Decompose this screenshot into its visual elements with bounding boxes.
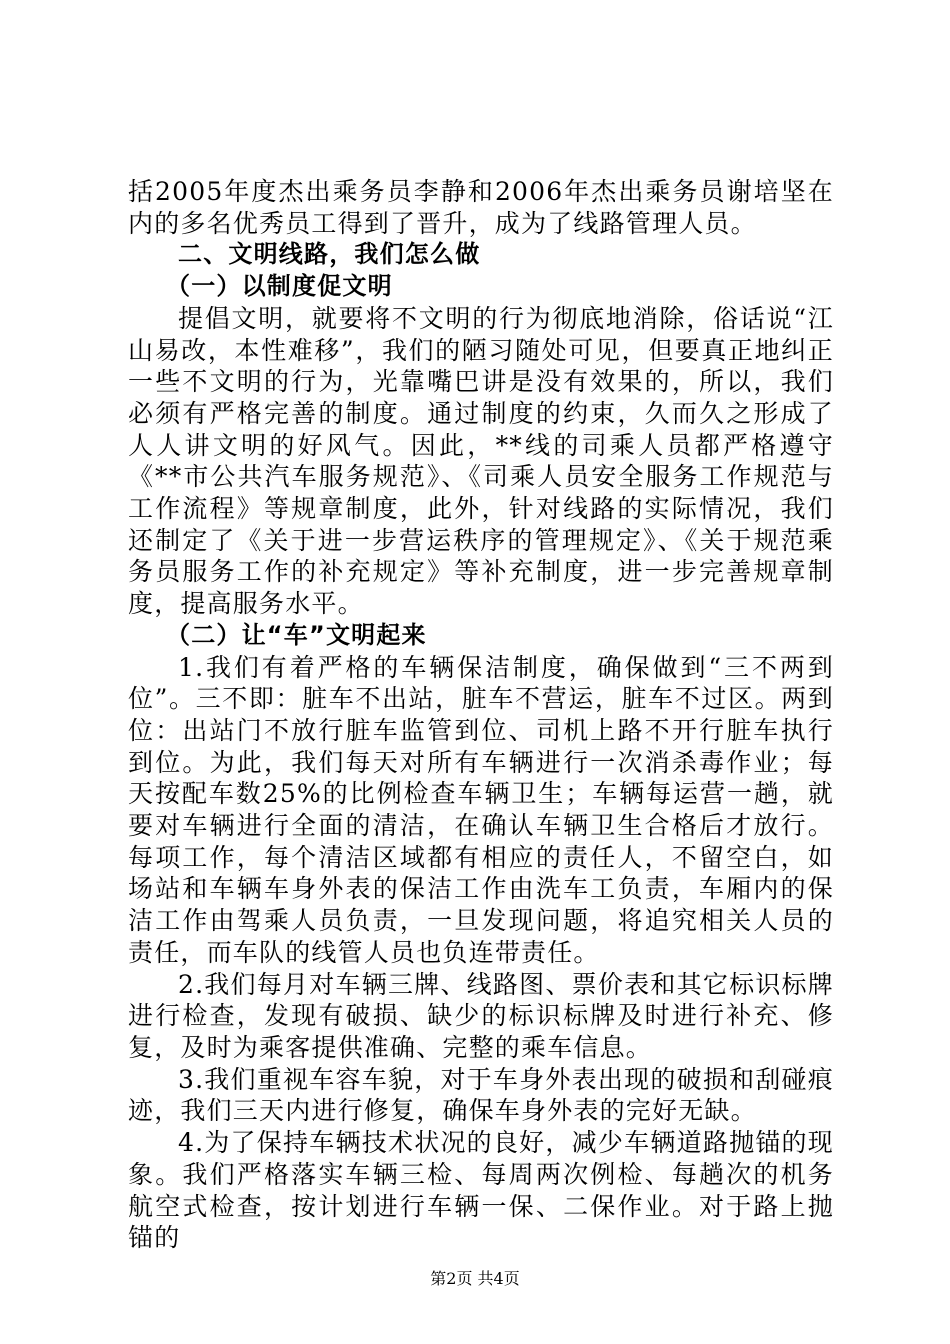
paragraph-item-3: 3.我们重视车容车貌，对于车身外表出现的破损和刮碰痕迹，我们三天内进行修复，确保车身外表的完好无缺。: [128, 1064, 834, 1126]
subsection-heading-2: （二）让“车”文明起来: [166, 620, 427, 649]
paragraph-system: 提倡文明，就要将不文明的行为彻底地消除，俗话说“江山易改，本性难移”，我们的陋习随处可见，但要真正地纠正一些不文明的行为，光靠嘴巴讲是没有效果的，所以，我们必须有严格完善的制度。通过制度的约束，久而久之形成了人人讲文明的好风气。因此，**线的司乘人员都严格遵守《**市公共汽车服务规范》、《司乘人员安全服务工作规范与工作流程》等规章制度，此外，针对线路的实际情况，我们还制定了《关于进一步营运秩序的管理规定》、《关于规范乘务员服务工作的补充规定》等补充制度，进一步完善规章制度，提高服务水平。: [128, 303, 834, 619]
paragraph-item-4: 4.为了保持车辆技术状况的良好，减少车辆道路抛锚的现象。我们严格落实车辆三检、每周两次例检、每趟次的机务航空式检查，按计划进行车辆一保、二保作业。对于路上抛锚的: [128, 1128, 834, 1253]
paragraph-continuation: 括2005年度杰出乘务员李静和2006年杰出乘务员谢培坚在内的多名优秀员工得到了晋升，成为了线路管理人员。: [128, 177, 834, 238]
section-heading: 二、文明线路，我们怎么做: [178, 240, 481, 269]
document-body: [128, 176, 834, 1254]
subsection-heading-1: （一）以制度促文明: [166, 272, 393, 301]
paragraph-item-2: 2.我们每月对车辆三牌、线路图、票价表和其它标识标牌进行检查，发现有破损、缺少的标识标牌及时进行补充、修复，及时为乘客提供准确、完整的乘车信息。: [128, 969, 834, 1062]
paragraph-item-1: 1.我们有着严格的车辆保洁制度，确保做到“三不两到位”。三不即：脏车不出站，脏车不营运，脏车不过区。两到位：出站门不放行脏车监管到位、司机上路不开行脏车执行到位。为此，我们每天对所有车辆进行一次消杀毒作业；每天按配车数25%的比例检查车辆卫生；车辆每运营一趟，就要对车辆进行全面的清洁，在确认车辆卫生合格后才放行。每项工作，每个清洁区域都有相应的责任人，不留空白，如场站和车辆车身外表的保洁工作由洗车工负责，车厢内的保洁工作由驾乘人员负责，一旦发现问题，将追究相关人员的责任，而车队的线管人员也负连带责任。: [128, 652, 834, 967]
page-number-footer: 第2页 共4页: [430, 1269, 520, 1288]
